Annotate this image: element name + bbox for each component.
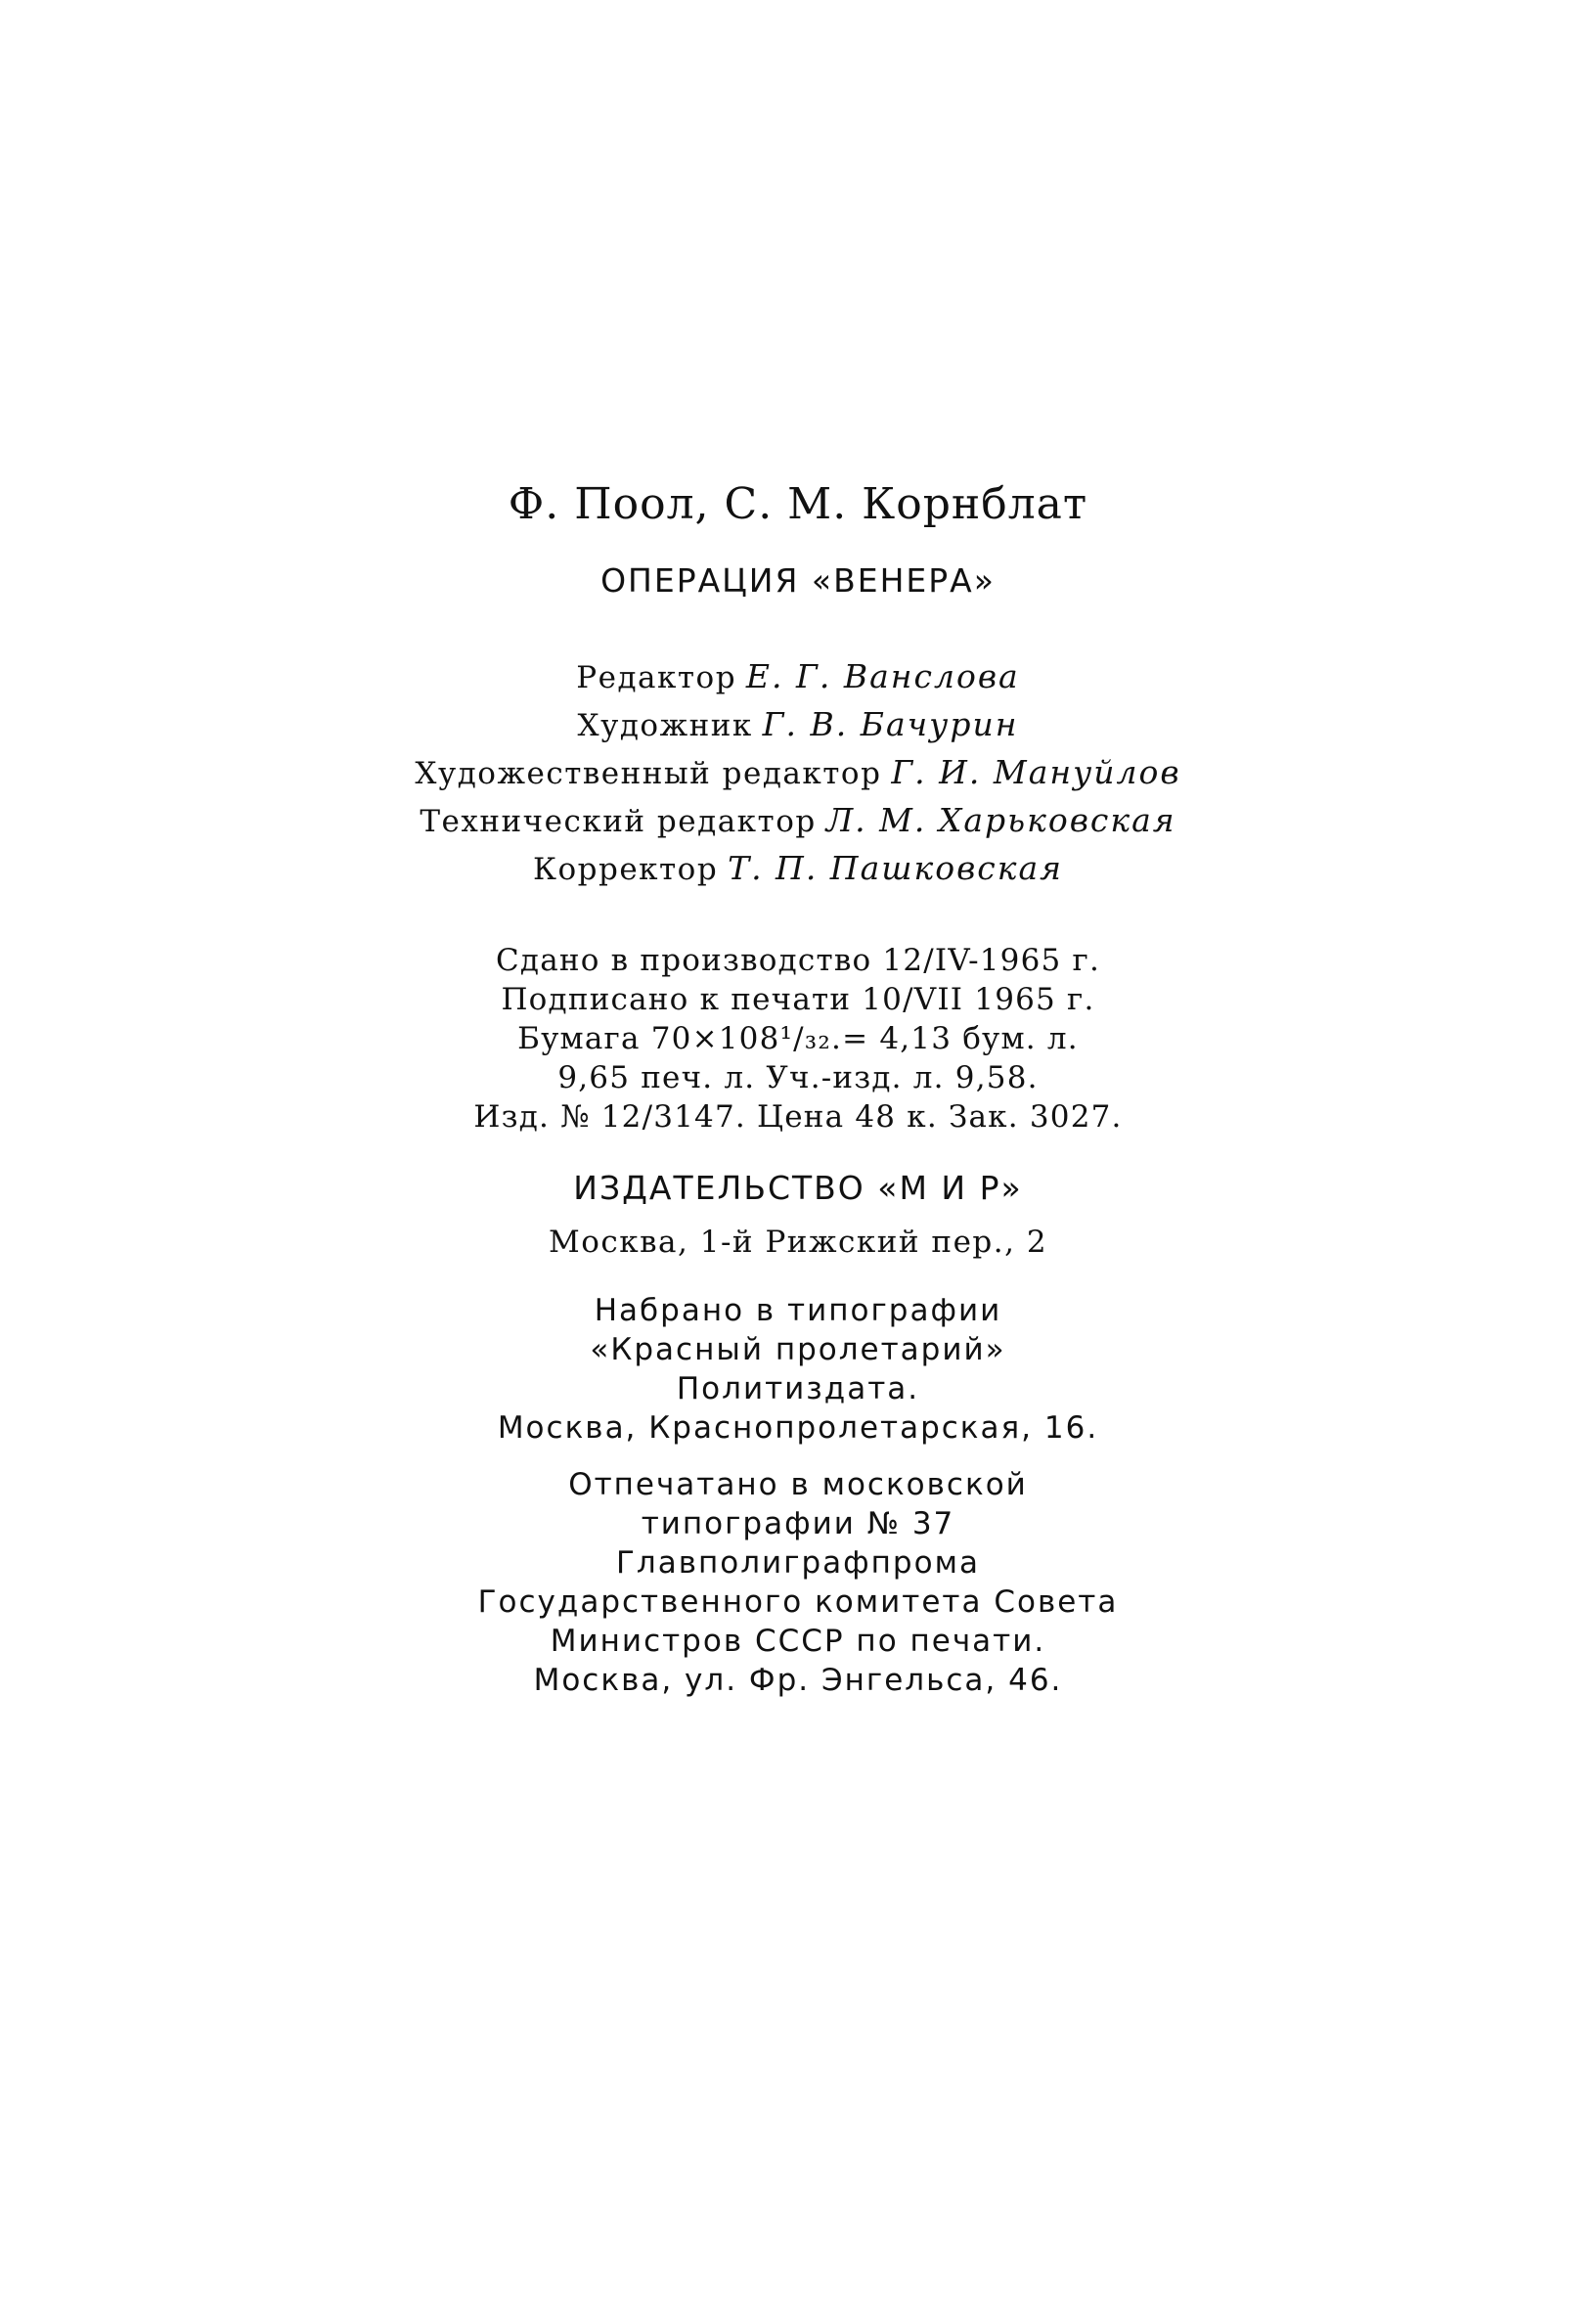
publisher-name xyxy=(0,1169,1596,1207)
imprint-line: Бумага 70×108¹/₃₂.= 4,13 бум. л. xyxy=(517,1021,1079,1056)
publisher-name-text: ИЗДАТЕЛЬСТВО «М И Р» xyxy=(573,1169,1023,1207)
imprint-details xyxy=(0,941,1596,1137)
book-authors xyxy=(0,479,1596,529)
printed-line: типографии № 37 xyxy=(641,1506,955,1541)
credit-role: Художник xyxy=(577,708,753,743)
credit-line-artist xyxy=(0,701,1596,749)
printed-line: Отпечатано в московской xyxy=(568,1467,1028,1502)
credit-role: Редактор xyxy=(576,660,737,695)
credits-list xyxy=(0,653,1596,893)
credit-line-tech-editor xyxy=(0,797,1596,845)
imprint-line: Сдано в производство 12/IV-1965 г. xyxy=(496,943,1100,978)
credit-person: Г. В. Бачурин xyxy=(762,705,1019,743)
credit-role: Корректор xyxy=(532,852,719,887)
imprint-line: 9,65 печ. л. Уч.-изд. л. 9,58. xyxy=(557,1060,1039,1095)
printed-line: Министров СССР по печати. xyxy=(550,1624,1046,1659)
book-title xyxy=(0,561,1596,600)
printed-line: Москва, ул. Фр. Энгельса, 46. xyxy=(533,1663,1063,1698)
credit-role: Технический редактор xyxy=(420,804,817,839)
credit-line-art-editor xyxy=(0,749,1596,797)
publisher-address xyxy=(0,1225,1596,1260)
credit-role: Художественный редактор xyxy=(415,756,882,791)
printing-info xyxy=(0,1465,1596,1700)
authors-text: Ф. Поол, С. М. Корнблат xyxy=(508,479,1088,529)
credit-person: Е. Г. Ванслова xyxy=(745,657,1020,695)
publisher-address-text: Москва, 1-й Рижский пер., 2 xyxy=(548,1225,1048,1260)
typeset-line: Набрано в типографии xyxy=(594,1293,1002,1328)
imprint-line: Подписано к печати 10/VII 1965 г. xyxy=(501,982,1095,1017)
typeset-line: Политиздата. xyxy=(676,1371,920,1406)
imprint-line: Изд. № 12/3147. Цена 48 к. Зак. 3027. xyxy=(473,1099,1123,1135)
printed-line: Главполиграфпрома xyxy=(616,1545,980,1581)
credit-person: Л. М. Харьковская xyxy=(825,801,1176,839)
credit-person: Г. И. Мануйлов xyxy=(891,753,1181,791)
typeset-line: Москва, Краснопролетарская, 16. xyxy=(497,1410,1099,1446)
typeset-line: «Красный пролетарий» xyxy=(590,1332,1006,1367)
printed-line: Государственного комитета Совета xyxy=(477,1584,1119,1620)
credit-person: Т. П. Пашковская xyxy=(728,849,1064,887)
credit-line-proofreader xyxy=(0,845,1596,893)
typesetting-info xyxy=(0,1291,1596,1448)
title-text: ОПЕРАЦИЯ «ВЕНЕРА» xyxy=(600,561,996,600)
credit-line-editor xyxy=(0,653,1596,701)
